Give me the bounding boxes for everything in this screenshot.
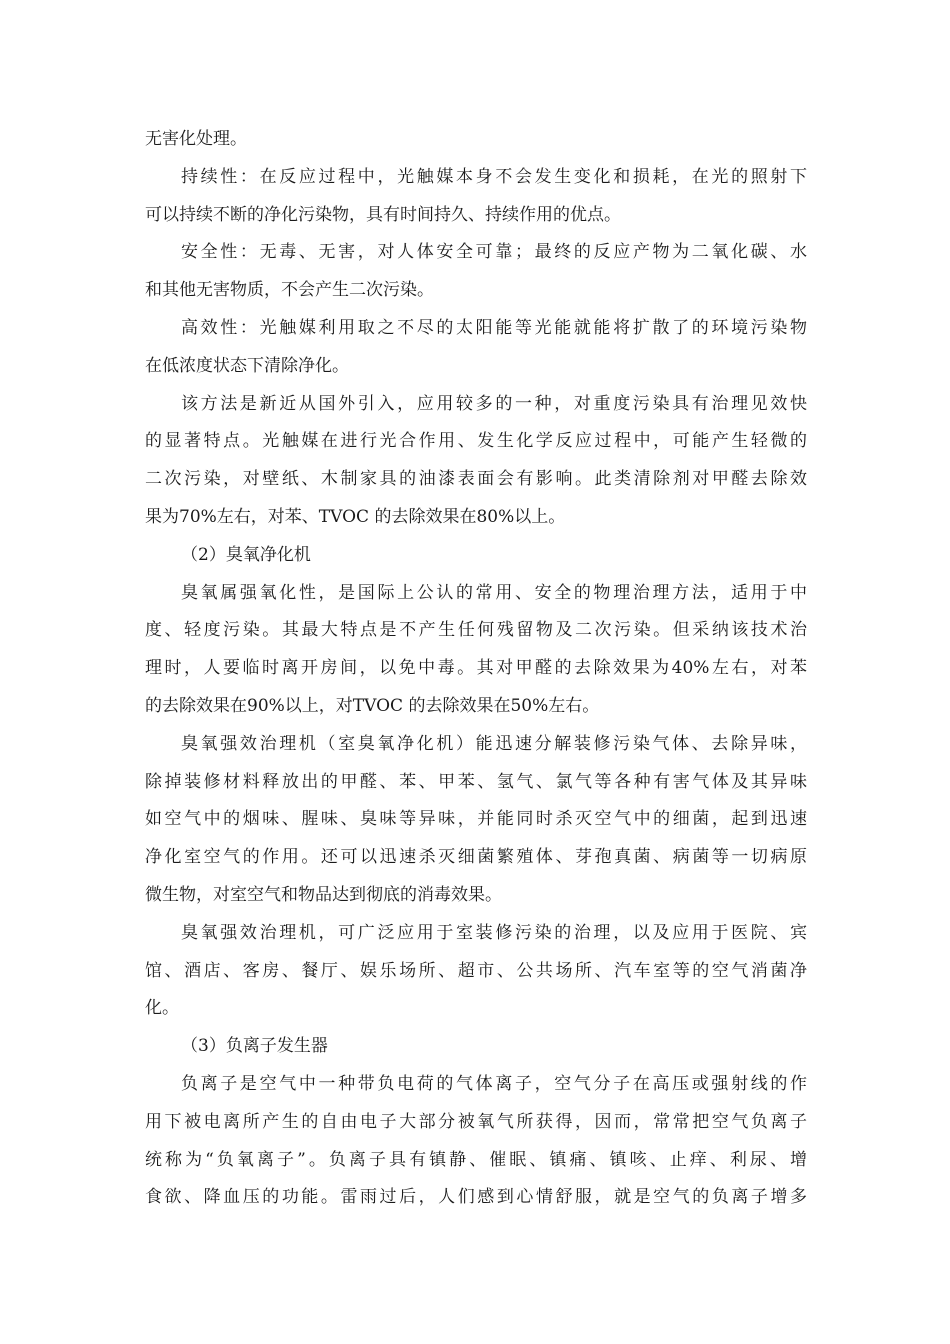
text-line: 无害化处理。 xyxy=(145,129,247,149)
text-line: 净化室空气的作用。还可以迅速杀灭细菌繁殖体、芽孢真菌、病菌等一切病原 xyxy=(145,847,807,868)
text-line: 微生物，对室空气和物品达到彻底的消毒效果。 xyxy=(145,884,502,905)
text-line: 用下被电离所产生的自由电子大部分被氧气所获得，因而，常常把空气负离子 xyxy=(145,1111,807,1132)
text-line: 二次污染，对壁纸、木制家具的油漆表面会有影响。此类清除剂对甲醛去除效 xyxy=(145,469,807,490)
text-line: 统称为“负氧离子”。负离子具有镇静、催眠、镇痛、镇咳、止痒、利尿、增 xyxy=(145,1149,807,1170)
text-line: 除掉装修材料释放出的甲醛、苯、甲苯、氢气、氯气等各种有害气体及其异味 xyxy=(145,771,807,792)
text-line: 如空气中的烟味、腥味、臭味等异味，并能同时杀灭空气中的细菌，起到迅速 xyxy=(145,809,807,830)
text-line: 果为70%左右，对苯、TVOC 的去除效果在80%以上。 xyxy=(145,506,566,527)
text-line: 臭氧强效治理机（室臭氧净化机）能迅速分解装修污染气体、去除异味， xyxy=(181,733,807,754)
text-line: 可以持续不断的净化污染物，具有时间持久、持续作用的优点。 xyxy=(145,204,621,225)
text-line: 馆、酒店、客房、餐厅、娱乐场所、超市、公共场所、汽车室等的空气消菌净 xyxy=(145,960,807,981)
text-line: （2）臭氧净化机 xyxy=(181,544,311,565)
text-line: 化。 xyxy=(145,998,179,1019)
text-line: （3）负离子发生器 xyxy=(181,1036,328,1057)
text-line: 该方法是新近从国外引入，应用较多的一种，对重度污染具有治理见效快 xyxy=(181,393,807,414)
text-line: 负离子是空气中一种带负电荷的气体离子，空气分子在高压或强射线的作 xyxy=(181,1073,807,1094)
document-page xyxy=(145,121,807,1217)
text-line: 安全性：无毒、无害，对人体安全可靠；最终的反应产物为二氧化碳、水 xyxy=(181,242,807,263)
text-line: 在低浓度状态下清除净化。 xyxy=(145,355,349,376)
text-line: 臭氧属强氧化性，是国际上公认的常用、安全的物理治理方法，适用于中 xyxy=(181,582,807,603)
text-line: 高效性：光触媒利用取之不尽的太阳能等光能就能将扩散了的环境污染物 xyxy=(181,317,807,338)
text-line: 理时，人要临时离开房间，以免中毒。其对甲醛的去除效果为40%左右，对苯 xyxy=(145,658,807,679)
text-line: 臭氧强效治理机，可广泛应用于室装修污染的治理，以及应用于医院、宾 xyxy=(181,922,807,943)
text-line: 和其他无害物质，不会产生二次污染。 xyxy=(145,280,434,301)
text-line: 的显著特点。光触媒在进行光合作用、发生化学反应过程中，可能产生轻微的 xyxy=(145,431,807,452)
text-line: 食欲、降血压的功能。雷雨过后，人们感到心情舒服，就是空气的负离子增多 xyxy=(145,1187,807,1208)
text-line: 持续性：在反应过程中，光触媒本身不会发生变化和损耗，在光的照射下 xyxy=(181,166,807,187)
text-line: 度、轻度污染。其最大特点是不产生任何残留物及二次污染。但采纳该技术治 xyxy=(145,620,807,641)
text-line: 的去除效果在90%以上，对TVOC 的去除效果在50%左右。 xyxy=(145,695,600,716)
